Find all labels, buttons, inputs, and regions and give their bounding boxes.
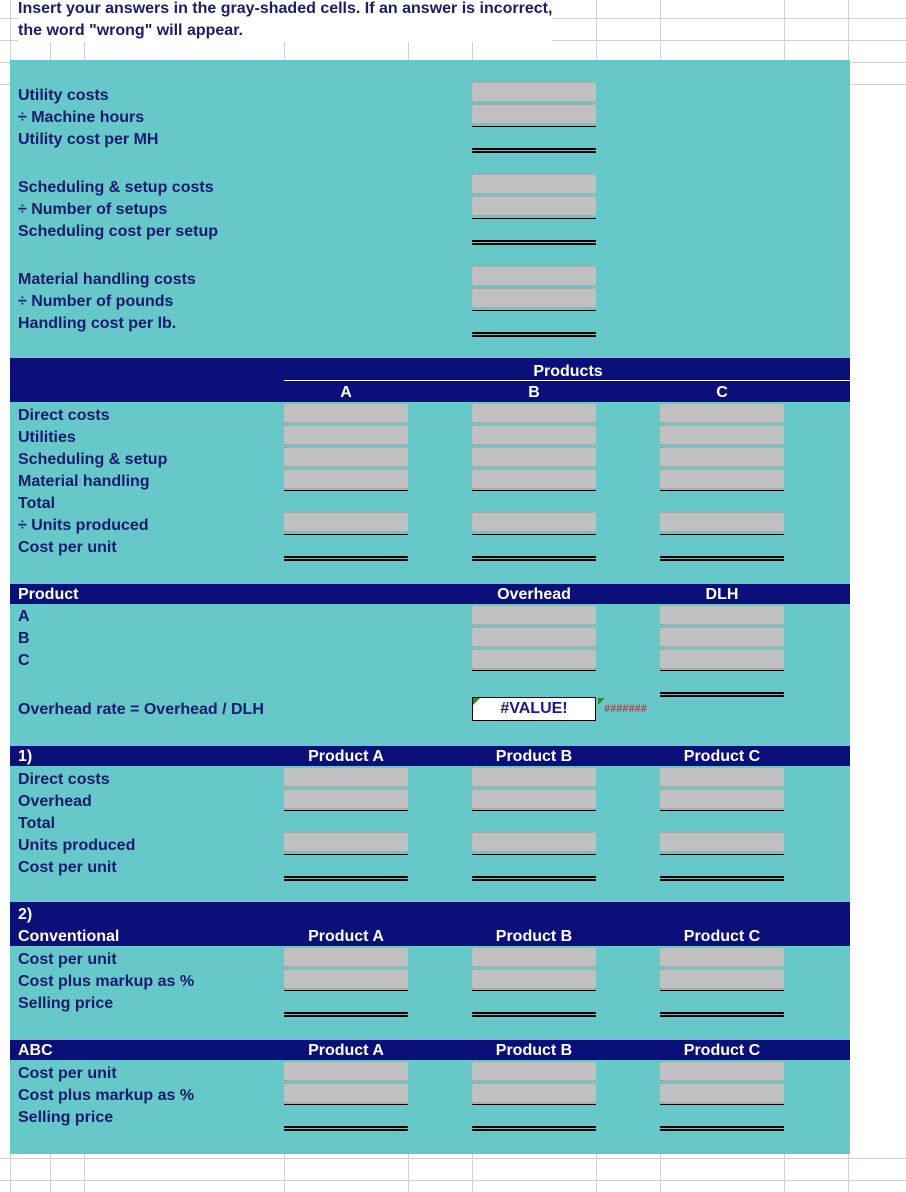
- column-header-a: A: [340, 384, 352, 401]
- double-underline: [284, 1126, 408, 1131]
- part2-col-a: Product A: [308, 928, 384, 945]
- underline: [660, 990, 784, 991]
- input-p1-a-overhead[interactable]: [284, 789, 408, 809]
- input-c-utilities[interactable]: [660, 425, 784, 445]
- input-abc-c-cost[interactable]: [660, 1061, 784, 1081]
- abc-header: ABC: [18, 1042, 53, 1059]
- overhead-row-a: A: [18, 608, 30, 625]
- input-overhead-b[interactable]: [472, 627, 596, 647]
- input-conv-c-cost[interactable]: [660, 947, 784, 967]
- input-scheduling-costs[interactable]: [472, 174, 596, 194]
- part2-row-markup: Cost plus markup as %: [18, 973, 195, 990]
- double-underline: [660, 876, 784, 881]
- label-utility-cost-per-mh: Utility cost per MH: [18, 131, 159, 148]
- part1-row-total: Total: [18, 815, 56, 832]
- underline: [472, 1104, 596, 1105]
- double-underline: [472, 876, 596, 881]
- underline: [472, 670, 596, 671]
- products-group-header: Products: [533, 363, 603, 380]
- overhead-header-overhead: Overhead: [497, 586, 571, 603]
- row-scheduling-setup: Scheduling & setup: [18, 451, 168, 468]
- part2-header: 2): [18, 906, 33, 923]
- abc-col-c: Product C: [683, 1042, 761, 1059]
- input-material-handling-costs[interactable]: [472, 266, 596, 286]
- underline: [472, 490, 596, 491]
- double-underline: [472, 332, 596, 337]
- row-total: Total: [18, 495, 56, 512]
- double-underline: [472, 556, 596, 561]
- underline: [472, 854, 596, 855]
- double-underline: [284, 556, 408, 561]
- header-rule: [284, 380, 850, 381]
- overflow-cell: #######: [604, 703, 647, 715]
- double-underline: [472, 148, 596, 153]
- label-scheduling-costs: Scheduling & setup costs: [18, 179, 214, 196]
- input-p1-c-overhead[interactable]: [660, 789, 784, 809]
- part2-row-cost-per-unit: Cost per unit: [18, 951, 117, 968]
- double-underline: [472, 1126, 596, 1131]
- abc-col-a: Product A: [308, 1042, 384, 1059]
- error-indicator-icon: [473, 698, 480, 705]
- input-c-direct-costs[interactable]: [660, 403, 784, 423]
- column-header-b: B: [528, 384, 540, 401]
- input-a-direct-costs[interactable]: [284, 403, 408, 423]
- overhead-rate-label: Overhead rate = Overhead / DLH: [18, 701, 264, 718]
- input-p1-a-direct[interactable]: [284, 767, 408, 787]
- input-utility-costs[interactable]: [472, 82, 596, 102]
- label-handling-cost-per-lb: Handling cost per lb.: [18, 315, 177, 332]
- double-underline: [284, 876, 408, 881]
- underline: [472, 310, 596, 311]
- label-material-handling-costs: Material handling costs: [18, 271, 196, 288]
- part2-col-b: Product B: [495, 928, 573, 945]
- row-direct-costs: Direct costs: [18, 407, 110, 424]
- input-overhead-a[interactable]: [472, 605, 596, 625]
- input-b-utilities[interactable]: [472, 425, 596, 445]
- input-c-scheduling[interactable]: [660, 447, 784, 467]
- input-machine-hours[interactable]: [472, 104, 596, 124]
- part1-col-a: Product A: [308, 748, 384, 765]
- label-number-of-pounds: ÷ Number of pounds: [18, 293, 174, 310]
- abc-row-cost-per-unit: Cost per unit: [18, 1065, 117, 1082]
- part2-col-c: Product C: [683, 928, 761, 945]
- underline: [660, 854, 784, 855]
- input-abc-c-markup[interactable]: [660, 1083, 784, 1103]
- input-a-units[interactable]: [284, 512, 408, 532]
- underline: [472, 218, 596, 219]
- instructions-line-1: Insert your answers in the gray-shaded cells. If an answer is incorrect,: [18, 0, 553, 17]
- underline: [284, 534, 408, 535]
- overhead-rate-cell[interactable]: #VALUE!: [472, 697, 596, 721]
- abc-row-markup: Cost plus markup as %: [18, 1087, 195, 1104]
- input-b-handling[interactable]: [472, 469, 596, 489]
- input-conv-c-markup[interactable]: [660, 969, 784, 989]
- part1-row-cost-per-unit: Cost per unit: [18, 859, 117, 876]
- input-b-units[interactable]: [472, 512, 596, 532]
- input-dlh-a[interactable]: [660, 605, 784, 625]
- part1-header: 1): [18, 748, 33, 765]
- input-dlh-b[interactable]: [660, 627, 784, 647]
- underline: [660, 1104, 784, 1105]
- input-overhead-c[interactable]: [472, 649, 596, 669]
- underline: [660, 490, 784, 491]
- input-p1-a-units[interactable]: [284, 832, 408, 852]
- double-underline: [472, 240, 596, 245]
- underline: [284, 990, 408, 991]
- underline: [472, 810, 596, 811]
- underline: [660, 534, 784, 535]
- underline: [472, 126, 596, 127]
- input-p1-c-units[interactable]: [660, 832, 784, 852]
- column-header-c: C: [716, 384, 728, 401]
- underline: [472, 534, 596, 535]
- input-conv-b-cost[interactable]: [472, 947, 596, 967]
- double-underline: [660, 1012, 784, 1017]
- input-number-of-setups[interactable]: [472, 196, 596, 216]
- part1-row-overhead: Overhead: [18, 793, 92, 810]
- input-abc-b-cost[interactable]: [472, 1061, 596, 1081]
- input-p1-b-direct[interactable]: [472, 767, 596, 787]
- underline: [472, 990, 596, 991]
- input-a-utilities[interactable]: [284, 425, 408, 445]
- input-b-direct-costs[interactable]: [472, 403, 596, 423]
- double-underline: [284, 1012, 408, 1017]
- input-conv-a-cost[interactable]: [284, 947, 408, 967]
- overhead-row-c: C: [18, 652, 30, 669]
- part2-row-selling-price: Selling price: [18, 995, 114, 1012]
- input-abc-a-cost[interactable]: [284, 1061, 408, 1081]
- part2-subheader: Conventional: [18, 928, 120, 945]
- double-underline: [660, 1126, 784, 1131]
- instructions-line-2: the word "wrong" will appear.: [18, 22, 243, 39]
- input-number-of-pounds[interactable]: [472, 288, 596, 308]
- row-utilities: Utilities: [18, 429, 76, 446]
- overhead-header-dlh: DLH: [705, 586, 739, 603]
- label-utility-costs: Utility costs: [18, 87, 109, 104]
- input-a-scheduling[interactable]: [284, 447, 408, 467]
- underline: [284, 854, 408, 855]
- input-b-scheduling[interactable]: [472, 447, 596, 467]
- input-abc-a-markup[interactable]: [284, 1083, 408, 1103]
- part1-row-units: Units produced: [18, 837, 136, 854]
- input-a-handling[interactable]: [284, 469, 408, 489]
- double-underline: [660, 692, 784, 697]
- row-material-handling: Material handling: [18, 473, 150, 490]
- underline: [284, 490, 408, 491]
- input-conv-a-markup[interactable]: [284, 969, 408, 989]
- input-conv-b-markup[interactable]: [472, 969, 596, 989]
- underline: [660, 810, 784, 811]
- abc-row-selling-price: Selling price: [18, 1109, 114, 1126]
- overhead-header-product: Product: [18, 586, 79, 603]
- label-machine-hours: ÷ Machine hours: [18, 109, 145, 126]
- label-scheduling-cost-per-setup: Scheduling cost per setup: [18, 223, 219, 240]
- input-dlh-c[interactable]: [660, 649, 784, 669]
- row-cost-per-unit: Cost per unit: [18, 539, 117, 556]
- label-number-of-setups: ÷ Number of setups: [18, 201, 168, 218]
- instructions-text: [18, 0, 552, 42]
- input-p1-c-direct[interactable]: [660, 767, 784, 787]
- overhead-row-b: B: [18, 630, 30, 647]
- abc-col-b: Product B: [495, 1042, 573, 1059]
- input-c-units[interactable]: [660, 512, 784, 532]
- input-c-handling[interactable]: [660, 469, 784, 489]
- underline: [284, 810, 408, 811]
- row-units-produced: ÷ Units produced: [18, 517, 149, 534]
- underline: [284, 1104, 408, 1105]
- underline: [660, 670, 784, 671]
- part1-row-direct-costs: Direct costs: [18, 771, 110, 788]
- input-abc-b-markup[interactable]: [472, 1083, 596, 1103]
- part1-col-c: Product C: [683, 748, 761, 765]
- input-p1-b-overhead[interactable]: [472, 789, 596, 809]
- part1-col-b: Product B: [495, 748, 573, 765]
- input-p1-b-units[interactable]: [472, 832, 596, 852]
- double-underline: [472, 1012, 596, 1017]
- double-underline: [660, 556, 784, 561]
